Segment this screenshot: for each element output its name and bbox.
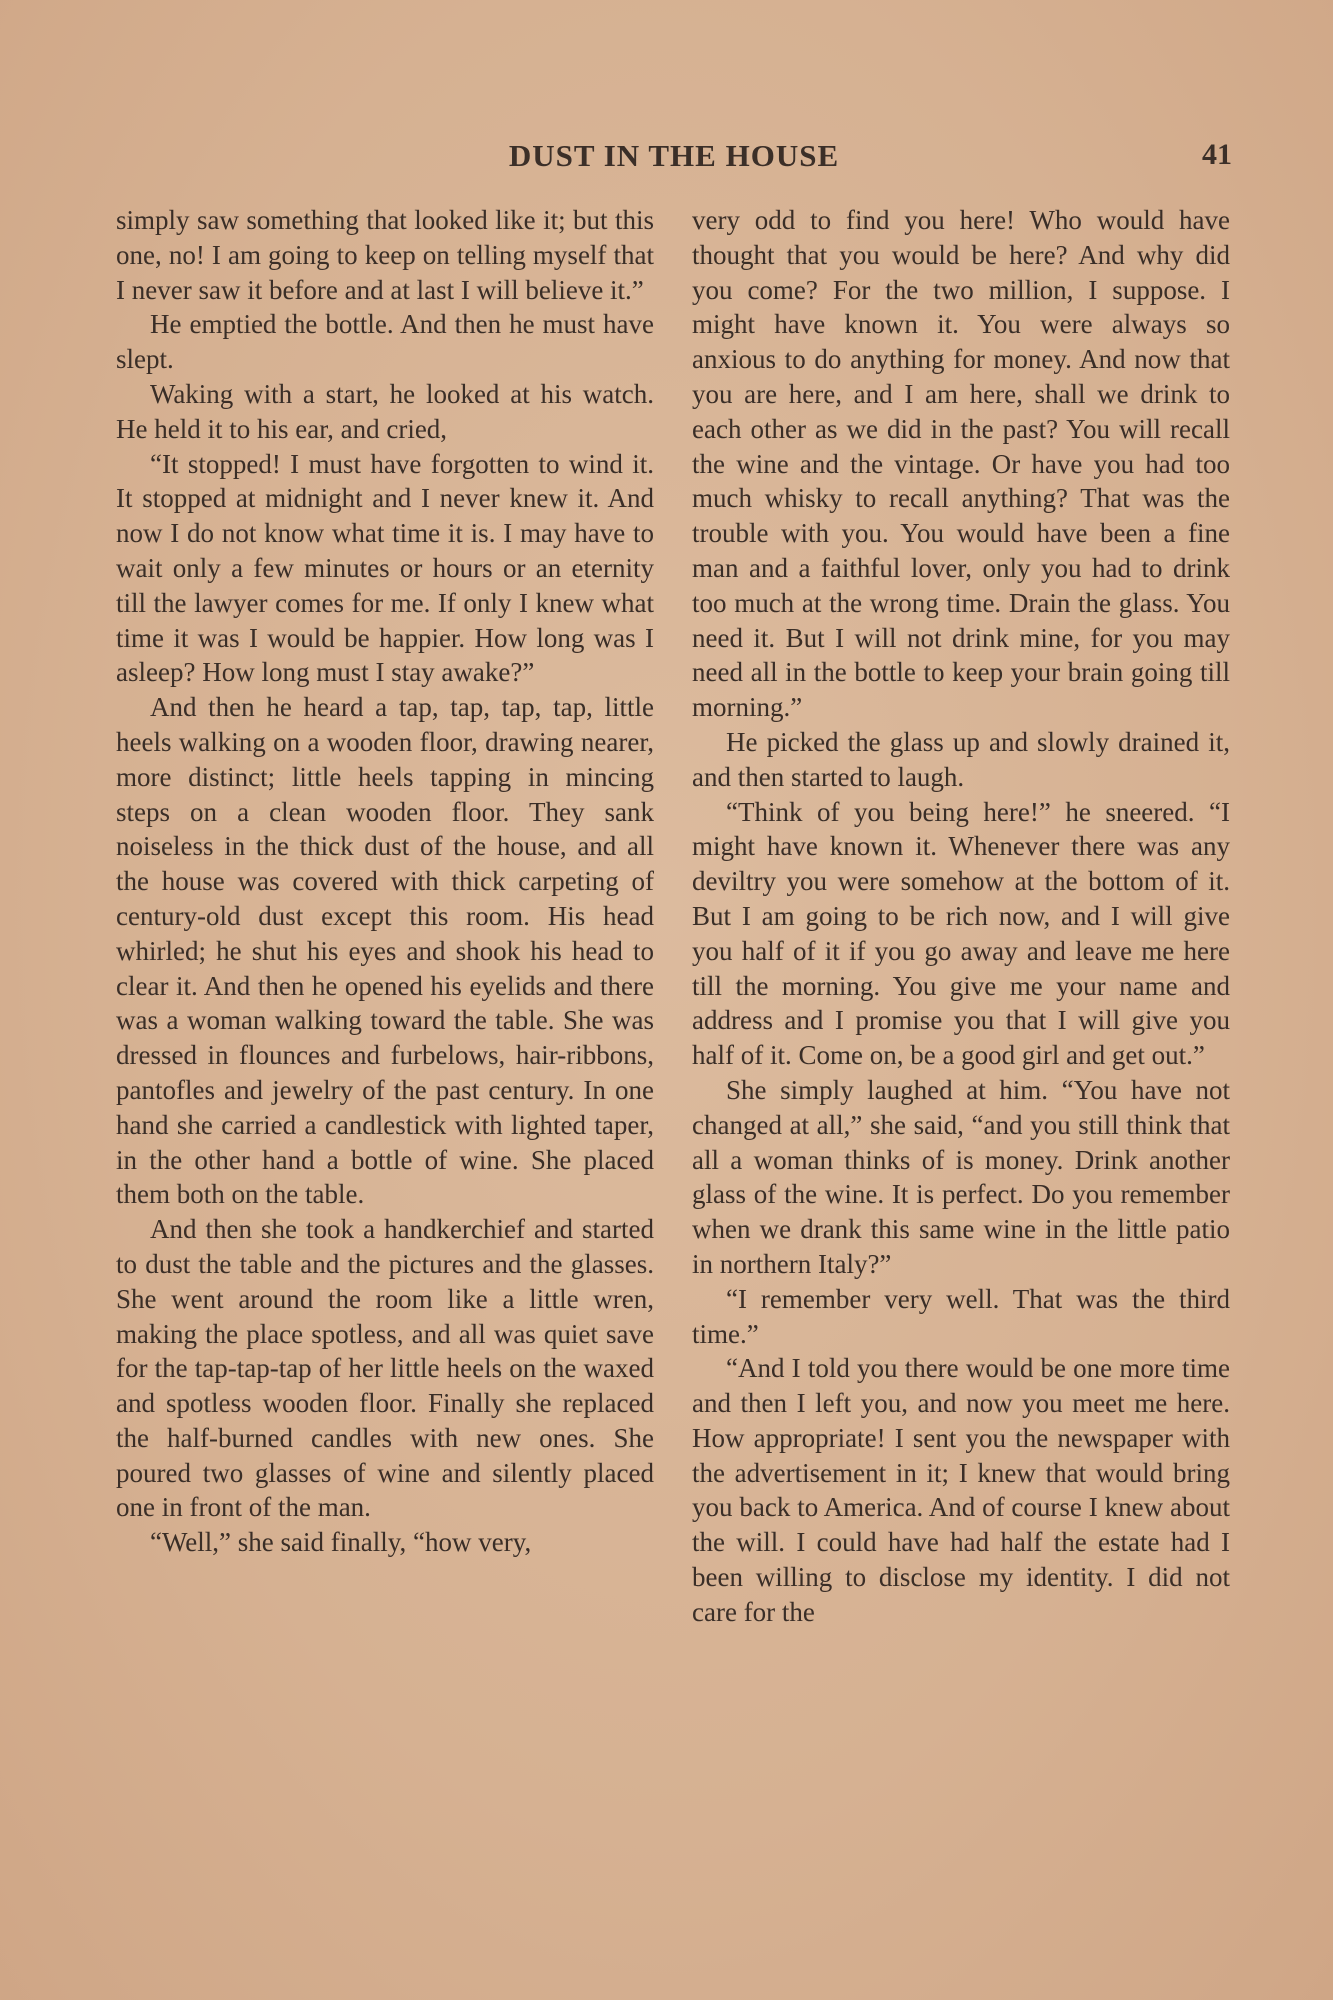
page-header	[116, 138, 1232, 178]
running-title: DUST IN THE HOUSE	[508, 138, 840, 173]
paragraph: “And I told you there would be one more time and then I left you, and now you meet me here. How appropriate! I sent you the newspaper with the advertisement in it; I knew that would bring you back to America. And of course I knew about the will. I could have had half the estate had I been willing to disclose my identity. I did not care for the	[692, 1353, 1230, 1627]
paragraph: And then he heard a tap, tap, tap, tap, little heels walking on a wooden floor, drawing nearer, more distinct; little heels tapping in mincing steps on a clean wooden floor. They sank noiseless in the thick dust of the house, and all the house was covered with thick carpeting of century-old dust except this room. His head whirled; he shut his eyes and shook his head to clear it. And then he opened his eyelids and there was a woman walking toward the table. She was dressed in flounces and furbelows, hair-ribbons, pantofles and jewelry of the past century. In one hand she carried a candlestick with lighted taper, in the other hand a bottle of wine. She placed them both on the table.	[116, 692, 654, 1210]
paragraph: very odd to find you here! Who would have thought that you would be here? And why did you come? For the two million, I suppose. I might have known it. You were always so anxious to do anything for money. And now that you are here, and I am here, shall we drink to each other as we did in the past? You will recall the wine and the vintage. Or have you had too much whisky to recall anything? That was the trouble with you. You would have been a fine man and a faithful lover, only you had to drink too much at the wrong time. Drain the glass. You need it. But I will not drink mine, for you may need all in the bottle to keep your brain going till morning.”	[692, 205, 1230, 723]
paragraph: He emptied the bottle. And then he must have slept.	[116, 309, 654, 375]
paragraph: And then she took a handkerchief and started to dust the table and the pictures and the glasses. She went around the room like a little wren, making the place spotless, and all was quiet save for the tap-tap-tap of her little heels on the waxed and spotless wooden floor. Finally she replaced the half-burned candles with new ones. She poured two glasses of wine and silently placed one in front of the man.	[116, 1214, 654, 1523]
paragraph: “It stopped! I must have forgotten to wind it. It stopped at midnight and I never knew it. And now I do not know what time it is. I may have to wait only a few minutes or hours or an eternity till the lawyer comes for me. If only I knew what time it was I would be happier. How long was I asleep? How long must I stay awake?”	[116, 448, 654, 688]
paragraph: “Well,” she said finally, “how very,	[150, 1527, 532, 1558]
paragraph: “Think of you being here!” he sneered. “I might have known it. Whenever there was any deviltry you were somehow at the bottom of it. But I am going to be rich now, and I will give you half of it if you go away and leave me here till the morning. You give me your name and address and I promise you that I will give you half of it. Come on, be a good girl and get out.”	[692, 796, 1230, 1071]
paragraph: He picked the glass up and slowly drained it, and then started to laugh.	[692, 726, 1230, 792]
paragraph: “I remember very well. That was the third time.”	[692, 1283, 1230, 1349]
page-number: 41	[1202, 138, 1232, 171]
left-column	[116, 203, 654, 1560]
paragraph: simply saw something that looked like it; but this one, no! I am going to keep on telling myself that I never saw it before and at last I will believe it.”	[116, 205, 654, 305]
right-column	[692, 203, 1230, 1630]
paragraph: She simply laughed at him. “You have not changed at all,” she said, “and you still think that all a woman thinks of is money. Drink another glass of the wine. It is perfect. Do you remember when we drank this same wine in the little patio in northern Italy?”	[692, 1074, 1230, 1279]
paragraph: Waking with a start, he looked at his watch. He held it to his ear, and cried,	[116, 378, 654, 444]
